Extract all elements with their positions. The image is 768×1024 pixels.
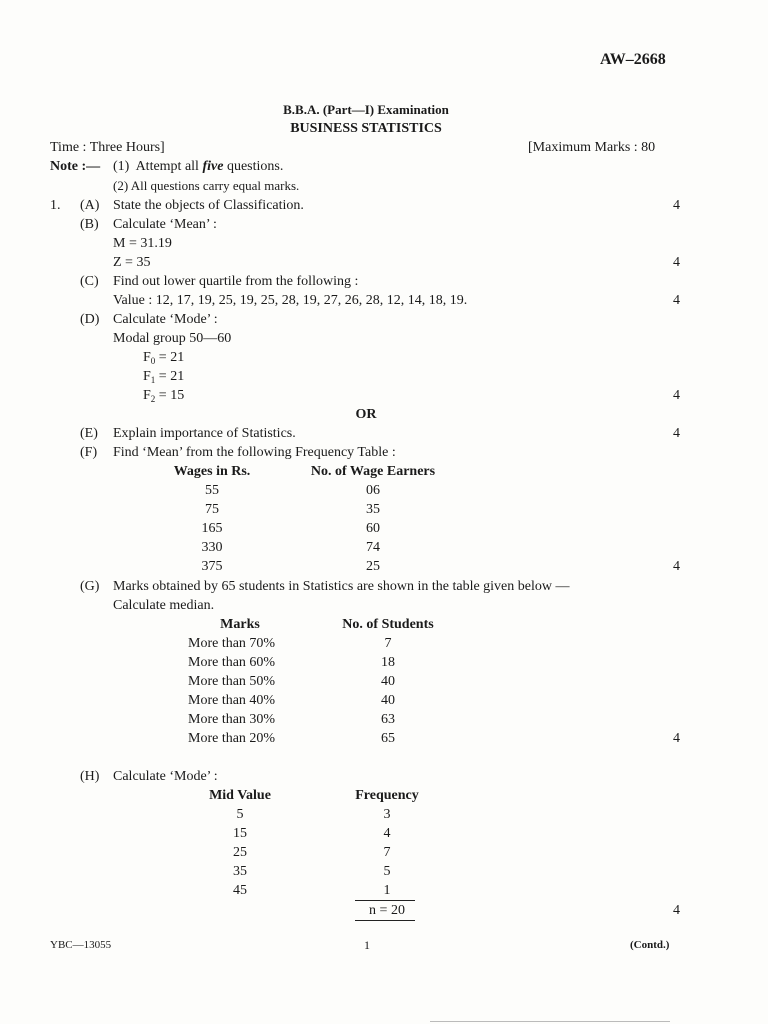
wages-row-3-col2: 60: [366, 521, 380, 536]
contd-label: (Contd.): [630, 939, 670, 951]
q1c-text: Find out lower quartile from the following :: [113, 274, 359, 289]
wages-row-1-col2: 06: [366, 483, 380, 498]
q1a-label: (A): [80, 198, 100, 213]
q1b-label: (B): [80, 217, 99, 232]
note-line-1-text-b: questions.: [223, 159, 284, 174]
scan-smudge: [430, 1021, 670, 1022]
frequency-total: n = 20: [369, 903, 405, 918]
question-number: 1.: [50, 198, 61, 213]
q1d-label: (D): [80, 312, 100, 327]
q1f-label: (F): [80, 445, 98, 460]
q1d-f2-sub: 2: [150, 394, 156, 404]
q1c-label: (C): [80, 274, 99, 289]
wages-row-5-col2: 25: [366, 559, 380, 574]
q1d-f0-sub: 0: [150, 356, 156, 366]
q1d-f1-val: = 21: [155, 369, 185, 384]
note-label: Note :—: [50, 159, 101, 174]
freq-row-3-col2: 7: [383, 845, 391, 860]
marks-row-6-col1: More than 20%: [188, 731, 276, 746]
q1e-label: (E): [80, 426, 98, 441]
freq-row-4-col1: 35: [233, 864, 247, 879]
marks-row-3-col1: More than 50%: [188, 674, 276, 689]
marks-row-4-col2: 40: [381, 693, 395, 708]
q1d-f2-val: = 15: [155, 388, 185, 403]
q1g-col1-header: Marks: [220, 617, 260, 632]
wages-row-1-col1: 55: [205, 483, 219, 498]
note-line-1: [113, 157, 283, 176]
total-rule-bottom: [355, 920, 415, 921]
or-separator: OR: [355, 407, 377, 422]
q1g-label: (G): [80, 579, 100, 594]
q1f-col1-header: Wages in Rs.: [173, 464, 251, 479]
q1d-marks: 4: [673, 388, 680, 403]
marks-row-2-col2: 18: [381, 655, 395, 670]
max-marks: [Maximum Marks : 80: [528, 140, 656, 155]
q1h-marks: 4: [673, 903, 680, 918]
note-line-2: (2) All questions carry equal marks.: [113, 178, 300, 193]
time-allowed: Time : Three Hours]: [50, 140, 165, 155]
marks-row-1-col2: 7: [384, 636, 392, 651]
marks-row-3-col2: 40: [381, 674, 395, 689]
q1g-marks: 4: [673, 731, 680, 746]
q1b-marks: 4: [673, 255, 680, 270]
q1d-f0-base: F: [143, 350, 151, 365]
freq-row-5-col2: 1: [383, 883, 391, 898]
q1d-f0-val: = 21: [155, 350, 185, 365]
marks-row-5-col1: More than 30%: [188, 712, 276, 727]
q1d-f1-base: F: [143, 369, 151, 384]
freq-row-2-col2: 4: [383, 826, 391, 841]
q1c-values: Value : 12, 17, 19, 25, 19, 25, 28, 19, 27, 26, 28, 12, 14, 18, 19.: [113, 293, 468, 308]
q1h-label: (H): [80, 769, 100, 784]
wages-row-4-col1: 330: [201, 540, 223, 555]
exam-title: B.B.A. (Part—I) Examination: [283, 102, 449, 117]
freq-row-1-col2: 3: [383, 807, 391, 822]
marks-row-2-col1: More than 60%: [188, 655, 276, 670]
note-line-1-num: (1): [113, 159, 130, 174]
q1d-text: Calculate ‘Mode’ :: [113, 312, 218, 327]
q1f-text: Find ‘Mean’ from the following Frequency Table :: [113, 445, 396, 460]
wages-row-2-col1: 75: [205, 502, 219, 517]
freq-row-4-col2: 5: [383, 864, 391, 879]
q1g-text: Marks obtained by 65 students in Statistics are shown in the table given below —: [113, 579, 570, 594]
wages-row-2-col2: 35: [366, 502, 380, 517]
marks-row-4-col1: More than 40%: [188, 693, 276, 708]
wages-row-5-col1: 375: [201, 559, 223, 574]
q1d-group: Modal group 50—60: [113, 331, 232, 346]
q1f-marks: 4: [673, 559, 680, 574]
freq-row-3-col1: 25: [233, 845, 247, 860]
q1h-col1-header: Mid Value: [209, 788, 271, 803]
marks-row-5-col2: 63: [381, 712, 395, 727]
marks-row-6-col2: 65: [381, 731, 395, 746]
q1e-marks: 4: [673, 426, 680, 441]
freq-row-2-col1: 15: [233, 826, 247, 841]
q1d-f1-sub: 1: [150, 375, 156, 385]
q1h-col2-header: Frequency: [355, 788, 419, 803]
q1b-line-2: Z = 35: [113, 255, 151, 270]
q1c-marks: 4: [673, 293, 680, 308]
paper-code: AW–2668: [600, 51, 666, 68]
q1b-line-1: M = 31.19: [113, 236, 172, 251]
q1f-col2-header: No. of Wage Earners: [310, 464, 436, 479]
q1a-marks: 4: [673, 198, 680, 213]
wages-row-3-col1: 165: [201, 521, 223, 536]
q1h-text: Calculate ‘Mode’ :: [113, 769, 218, 784]
page-number: 1: [364, 938, 370, 952]
q1g-text-2: Calculate median.: [113, 598, 215, 613]
marks-row-1-col1: More than 70%: [188, 636, 276, 651]
q1e-text: Explain importance of Statistics.: [113, 426, 296, 441]
q1g-col2-header: No. of Students: [342, 617, 434, 632]
note-line-1-text-a: Attempt all: [135, 159, 203, 174]
wages-row-4-col2: 74: [366, 540, 380, 555]
q1a-text: State the objects of Classification.: [113, 198, 304, 213]
q1b-text: Calculate ‘Mean’ :: [113, 217, 217, 232]
freq-row-5-col1: 45: [233, 883, 247, 898]
freq-row-1-col1: 5: [236, 807, 244, 822]
q1d-f2-base: F: [143, 388, 151, 403]
footer-code: YBC—13055: [50, 939, 112, 951]
subject-title: BUSINESS STATISTICS: [290, 121, 442, 136]
note-line-1-emphasis: five: [202, 159, 224, 174]
